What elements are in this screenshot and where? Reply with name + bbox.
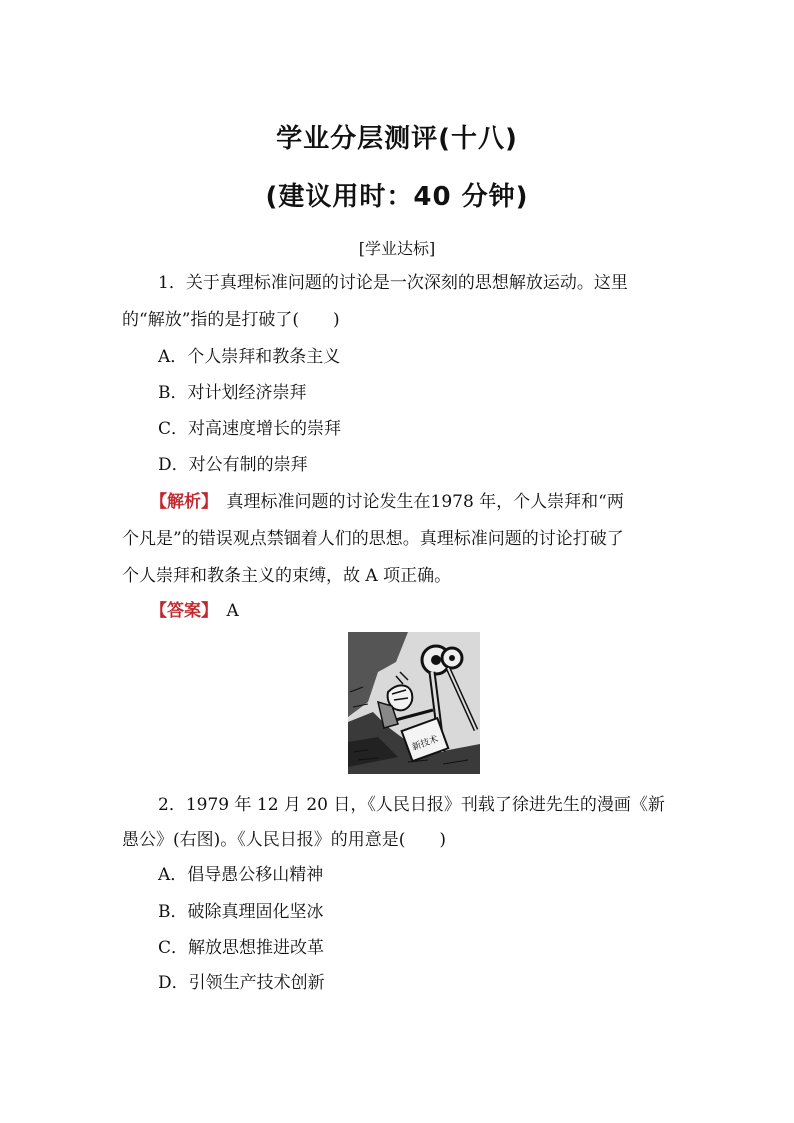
- q2-stem-line2: 愚公》(右图)。《人民日报》的用意是( ): [122, 830, 447, 850]
- cartoon-figure: [348, 632, 480, 774]
- q1-stem-line2: 的“解放”指的是打破了( ): [122, 310, 340, 330]
- answer-tag: 【答案】: [150, 601, 210, 621]
- figure-label: 新技术: [410, 734, 440, 754]
- q1-option-c: C．对高速度增长的崇拜: [158, 419, 342, 439]
- q1-answer-line: [150, 596, 710, 621]
- q1-analysis-line3: 个人崇拜和教条主义的束缚，故 A 项正确。: [122, 566, 452, 586]
- analysis-tag: 【解析】: [150, 492, 210, 512]
- analysis-text-1: 真理标准问题的讨论发生在1978 年，个人崇拜和“两: [209, 492, 624, 512]
- q1-option-a: A．个人崇拜和教条主义: [158, 347, 341, 367]
- q2-stem-line1: 2．1979 年 12 月 20 日，《人民日报》刊载了徐进先生的漫画《新: [158, 795, 665, 815]
- q2-option-c: C．解放思想推进改革: [158, 938, 325, 958]
- page-title: 学业分层测评(十八): [276, 124, 518, 154]
- q1-stem-line1: 1．关于真理标准问题的讨论是一次深刻的思想解放运动。这里: [158, 273, 628, 293]
- section-heading: [学业达标]: [358, 239, 436, 258]
- answer-value: A: [209, 601, 239, 621]
- q1-analysis-line1: [150, 487, 710, 512]
- q2-option-d: D．引领生产技术创新: [158, 973, 325, 993]
- page-subtitle: (建议用时：40 分钟): [265, 182, 529, 212]
- q1-option-d: D．对公有制的崇拜: [158, 455, 308, 475]
- q1-analysis-line2: 个凡是”的错误观点禁锢着人们的思想。真理标准问题的讨论打破了: [122, 529, 624, 549]
- q2-option-a: A．倡导愚公移山精神: [158, 865, 324, 885]
- q2-option-b: B．破除真理固化坚冰: [158, 902, 324, 922]
- q1-option-b: B．对计划经济崇拜: [158, 383, 307, 403]
